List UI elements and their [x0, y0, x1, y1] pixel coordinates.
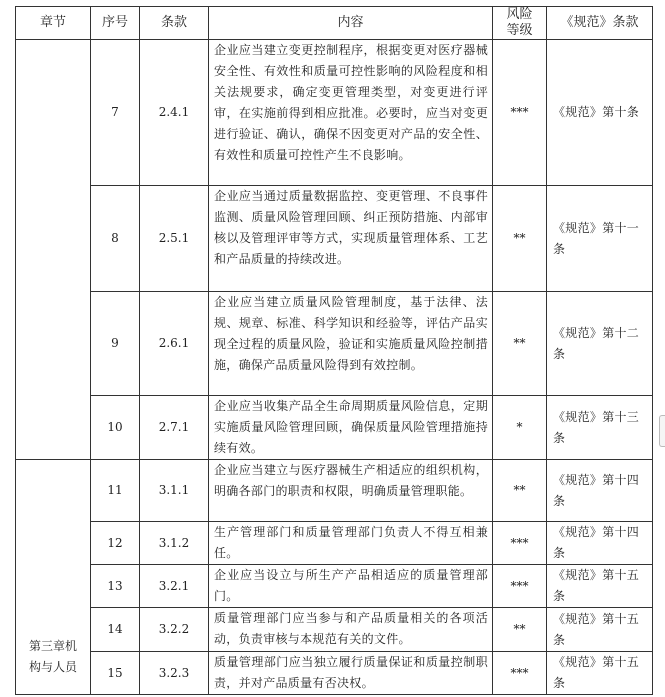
spec-cell: 《规范》第十一条 — [547, 186, 653, 292]
clause-cell: 3.2.3 — [140, 652, 209, 695]
header-seq: 序号 — [91, 7, 140, 40]
content-cell: 生产管理部门和质量管理部门负责人不得互相兼任。 — [209, 522, 493, 565]
header-spec: 《规范》条款 — [547, 7, 653, 40]
content-cell: 企业应当建立变更控制程序，根据变更对医疗器械安全性、有效性和质量可控性影响的风险程度和相关法规要求，确定变更管理类型，对变更进行评审，在实施前得到相应批准。必要时，应当对变更进行验证、确认，确保不因变更对产品的安全性、有效性和质量可控性产生不良影响。 — [209, 40, 493, 186]
content-cell: 企业应当建立质量风险管理制度，基于法律、法规、规章、标准、科学知识和经验等，评估产品实现全过程的质量风险，验证和实施质量风险控制措施，确保产品质量风险得到有效控制。 — [209, 292, 493, 396]
table-row — [16, 396, 653, 460]
content-cell: 企业应当通过质量数据监控、变更管理、不良事件监测、质量风险管理回顾、纠正预防措施、内部审核以及管理评审等方式，实现质量管理体系、工艺和产品质量的持续改进。 — [209, 186, 493, 292]
clause-cell: 2.5.1 — [140, 186, 209, 292]
seq-cell: 9 — [91, 292, 140, 396]
risk-cell: *** — [493, 522, 547, 565]
clause-cell: 3.1.1 — [140, 460, 209, 522]
spec-cell: 《规范》第十三条 — [547, 396, 653, 460]
spec-cell: 《规范》第十二条 — [547, 292, 653, 396]
header-clause: 条款 — [140, 7, 209, 40]
spec-cell: 《规范》第十四条 — [547, 460, 653, 522]
spec-cell: 《规范》第十条 — [547, 40, 653, 186]
seq-cell: 11 — [91, 460, 140, 522]
content-cell: 企业应当建立与医疗器械生产相适应的组织机构，明确各部门的职责和权限，明确质量管理职能。 — [209, 460, 493, 522]
spec-cell: 《规范》第十五条 — [547, 652, 653, 695]
risk-cell: ** — [493, 608, 547, 652]
clause-cell: 3.1.2 — [140, 522, 209, 565]
chapter-cell: 第三章机构与人员 — [16, 460, 91, 695]
content-cell: 质量管理部门应当独立履行质量保证和质量控制职责，并对产品质量有否决权。 — [209, 652, 493, 695]
table-row — [16, 652, 653, 695]
table-row — [16, 292, 653, 396]
requirements-table — [15, 6, 653, 695]
risk-cell: * — [493, 396, 547, 460]
clause-cell: 2.6.1 — [140, 292, 209, 396]
table-row — [16, 460, 653, 522]
risk-cell: *** — [493, 652, 547, 695]
content-cell: 企业应当收集产品全生命周期质量风险信息，定期实施质量风险管理回顾，确保质量风险管理措施持续有效。 — [209, 396, 493, 460]
table-row — [16, 522, 653, 565]
table-row — [16, 186, 653, 292]
clause-cell: 2.7.1 — [140, 396, 209, 460]
chapter-cell-empty — [16, 40, 91, 460]
spec-cell: 《规范》第十四条 — [547, 522, 653, 565]
table-row — [16, 565, 653, 608]
header-risk: 风险 等级 — [493, 7, 547, 40]
spec-cell: 《规范》第十五条 — [547, 565, 653, 608]
seq-cell: 7 — [91, 40, 140, 186]
risk-cell: ** — [493, 186, 547, 292]
header-content: 内容 — [209, 7, 493, 40]
seq-cell: 13 — [91, 565, 140, 608]
risk-cell: *** — [493, 565, 547, 608]
content-cell: 企业应当设立与所生产产品相适应的质量管理部门。 — [209, 565, 493, 608]
seq-cell: 12 — [91, 522, 140, 565]
seq-cell: 8 — [91, 186, 140, 292]
spec-cell: 《规范》第十五条 — [547, 608, 653, 652]
content-cell: 质量管理部门应当参与和产品质量相关的各项活动，负责审核与本规范有关的文件。 — [209, 608, 493, 652]
seq-cell: 15 — [91, 652, 140, 695]
risk-cell: *** — [493, 40, 547, 186]
seq-cell: 10 — [91, 396, 140, 460]
clause-cell: 3.2.2 — [140, 608, 209, 652]
clause-cell: 3.2.1 — [140, 565, 209, 608]
table-row — [16, 40, 653, 186]
seq-cell: 14 — [91, 608, 140, 652]
side-scroll-handle[interactable] — [659, 415, 665, 447]
header-row — [16, 7, 653, 40]
clause-cell: 2.4.1 — [140, 40, 209, 186]
risk-cell: ** — [493, 460, 547, 522]
risk-cell: ** — [493, 292, 547, 396]
header-chapter: 章节 — [16, 7, 91, 40]
table-row — [16, 608, 653, 652]
